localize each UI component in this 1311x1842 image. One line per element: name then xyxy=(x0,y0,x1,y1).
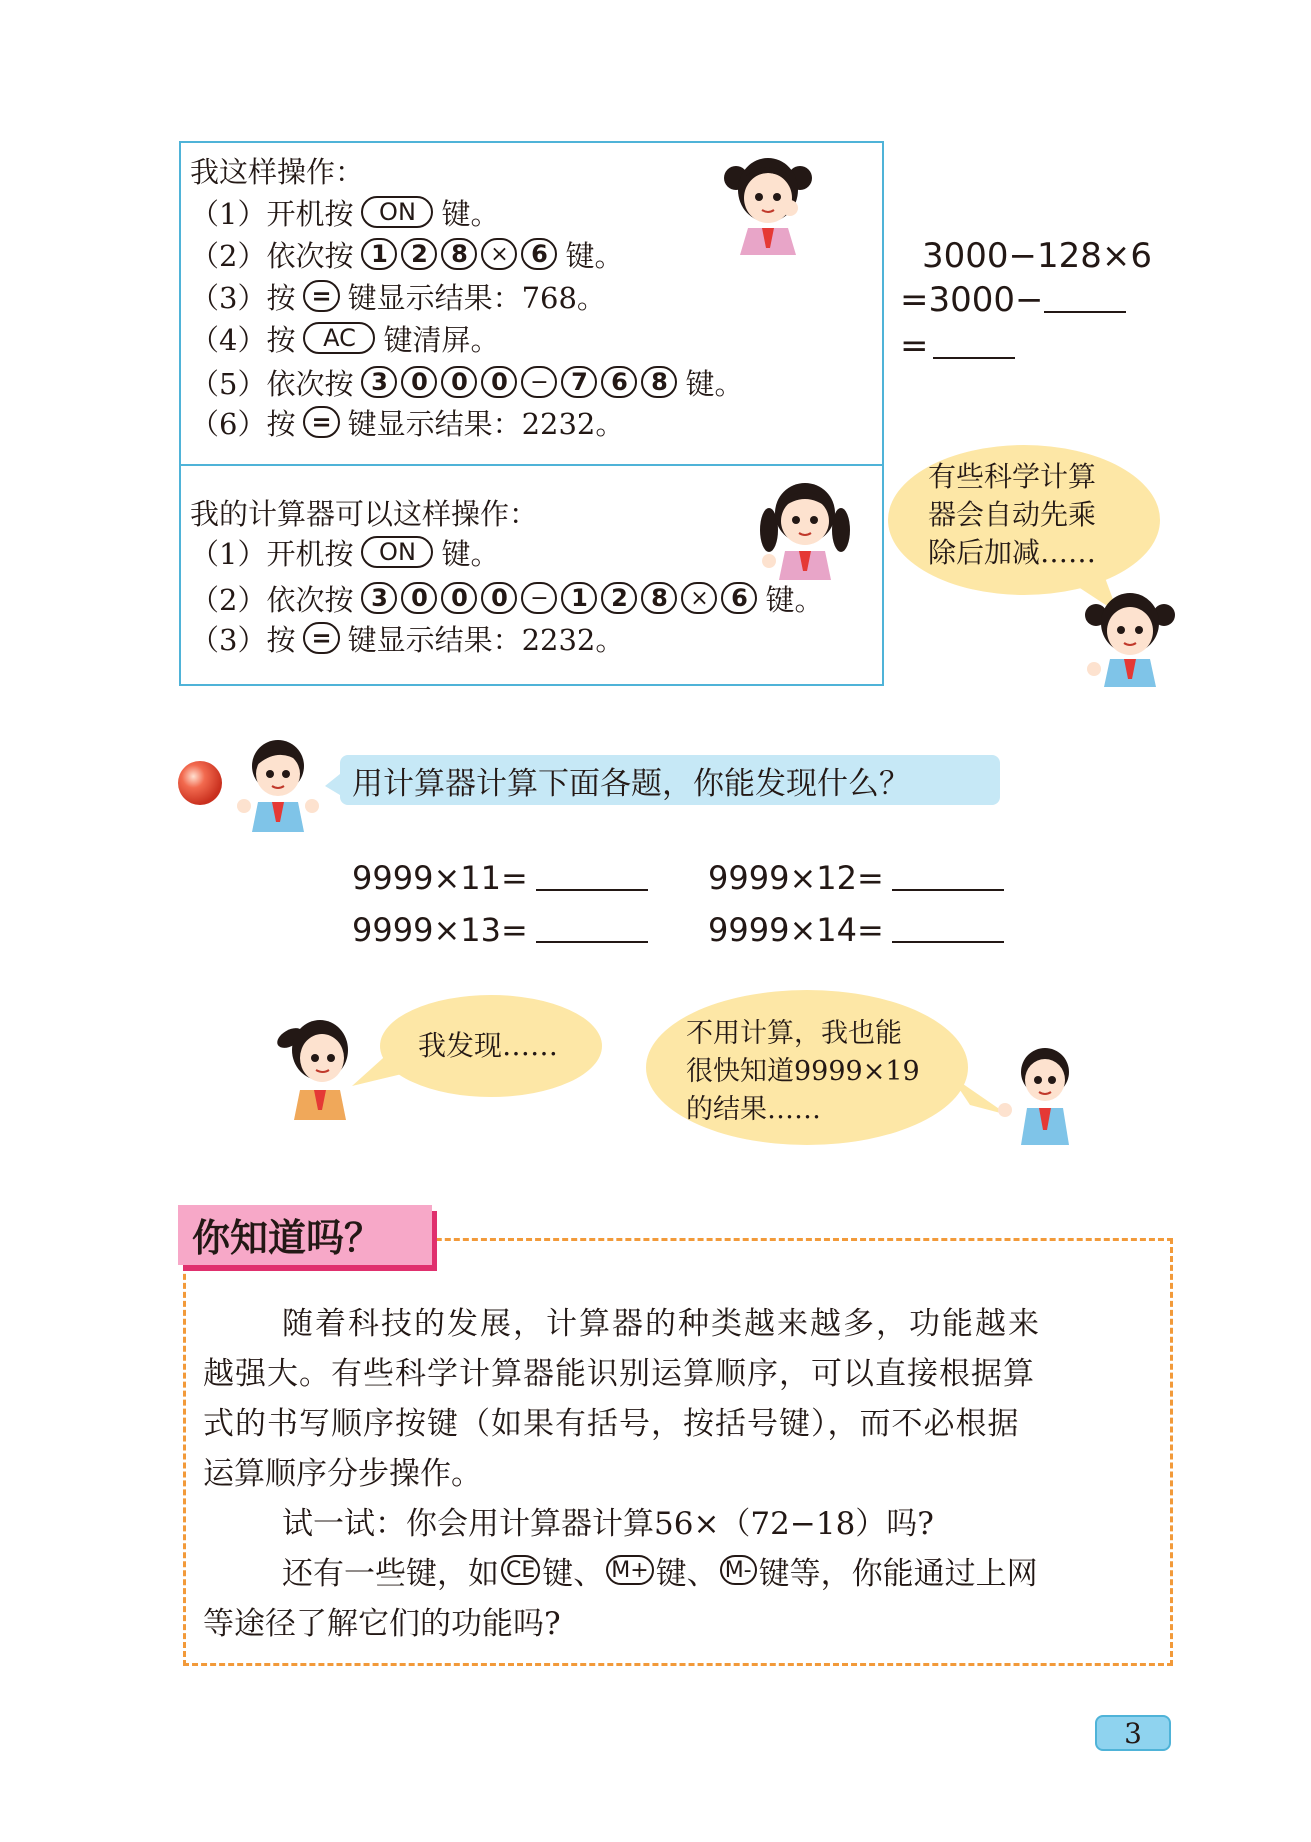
bubble-left-text: 我发现…… xyxy=(418,1029,559,1062)
info-para3-line2: 等途径了解它们的功能吗? xyxy=(203,1605,561,1642)
calculator-key: 7 xyxy=(561,366,597,398)
calculator-key: 0 xyxy=(481,366,517,398)
girl-waving-icon xyxy=(755,475,855,580)
box2-step-1 xyxy=(190,532,499,572)
box1-title: 我这样操作： xyxy=(190,154,365,189)
page-number-box xyxy=(1095,1715,1171,1751)
boy-speaking-icon xyxy=(228,732,328,832)
equation-line-2 xyxy=(900,280,1126,320)
bubble-mid-line-3: 的结果…… xyxy=(686,1094,821,1125)
info-para1-line4: 运算顺序分步操作。 xyxy=(203,1455,482,1492)
calculator-key: 8 xyxy=(641,366,677,398)
step-number: （1） xyxy=(190,536,267,571)
box1-step-3 xyxy=(190,276,606,316)
bubble-right-line-1: 有些科学计算 xyxy=(928,460,1097,493)
bubble-mid-line-1: 不用计算，我也能 xyxy=(686,1018,902,1049)
step-action: 按 xyxy=(266,322,296,357)
step-result: 键。 xyxy=(565,238,624,273)
step-result: 键显示结果：2232。 xyxy=(347,406,625,441)
prompt-tail xyxy=(325,770,345,800)
calculator-key: 0 xyxy=(401,582,437,614)
answer-blank[interactable] xyxy=(892,865,1004,891)
box1-step-1 xyxy=(190,192,499,232)
calculator-key: = xyxy=(303,406,339,438)
exercise-4 xyxy=(708,910,1004,950)
box1-step-2 xyxy=(190,234,623,274)
info-para1-line1: 随着科技的发展，计算器的种类越来越多，功能越来 xyxy=(282,1305,1041,1342)
box1-step-6 xyxy=(190,402,624,442)
ce-key: CE xyxy=(501,1555,540,1585)
exercise-1 xyxy=(352,858,648,898)
exercise-2 xyxy=(708,858,1004,898)
equation-line-3-text: = xyxy=(900,326,929,366)
bubble-right-line-3: 除后加减…… xyxy=(928,536,1097,569)
step-result: 键。 xyxy=(765,582,824,617)
calculator-key: 1 xyxy=(361,238,397,270)
step-action: 按 xyxy=(266,622,296,657)
m-minus-key: M- xyxy=(720,1555,757,1585)
calculator-key: 0 xyxy=(441,366,477,398)
info-para3-text-d: 键等，你能通过上网 xyxy=(758,1555,1038,1592)
step-number: （6） xyxy=(190,406,267,441)
calculator-key: × xyxy=(481,238,517,270)
page-number: 3 xyxy=(1124,1716,1142,1750)
calculator-key: 6 xyxy=(721,582,757,614)
answer-blank[interactable] xyxy=(892,917,1004,943)
answer-blank[interactable] xyxy=(536,865,648,891)
calculator-key: × xyxy=(681,582,717,614)
equation-line-2-text: =3000− xyxy=(900,280,1044,320)
bubble-mid-line-2: 很快知道9999×19 xyxy=(686,1056,920,1087)
calculator-key: − xyxy=(521,582,557,614)
calculator-key: − xyxy=(521,366,557,398)
calculator-key: 0 xyxy=(441,582,477,614)
step-action: 按 xyxy=(266,280,296,315)
calculator-key: AC xyxy=(303,322,375,354)
info-para3-text-b: 键、 xyxy=(542,1555,605,1592)
calculator-key: = xyxy=(303,280,339,312)
info-para3-text-a: 还有一些键，如 xyxy=(282,1555,499,1592)
bubble-tail xyxy=(352,1050,402,1090)
prompt-text: 用计算器计算下面各题，你能发现什么？ xyxy=(352,765,910,802)
step-action: 依次按 xyxy=(266,238,354,273)
calculator-key: 2 xyxy=(401,238,437,270)
step-action: 开机按 xyxy=(266,196,354,231)
step-action: 按 xyxy=(266,406,296,441)
calculator-key: 3 xyxy=(361,366,397,398)
calculator-key: 1 xyxy=(561,582,597,614)
calculator-key: 6 xyxy=(601,366,637,398)
step-number: （1） xyxy=(190,196,267,231)
exercise-expr: 9999×14= xyxy=(708,911,884,949)
info-para1-line3: 式的书写顺序按键（如果有括号，按括号键），而不必根据 xyxy=(203,1405,1020,1442)
step-result: 键。 xyxy=(441,196,500,231)
info-para3-text-c: 键、 xyxy=(655,1555,718,1592)
box2-title: 我的计算器可以这样操作： xyxy=(190,496,539,531)
step-action: 开机按 xyxy=(266,536,354,571)
exercise-3 xyxy=(352,910,648,950)
equation-line-1: 3000−128×6 xyxy=(922,236,1153,276)
calculator-key: 8 xyxy=(641,582,677,614)
boy-waving-icon xyxy=(995,1040,1085,1145)
step-result: 键清屏。 xyxy=(383,322,500,357)
step-number: （2） xyxy=(190,582,267,617)
m-plus-key: M+ xyxy=(606,1555,653,1585)
info-para3-line1 xyxy=(282,1550,1038,1590)
step-result: 键显示结果：2232。 xyxy=(347,622,625,657)
calculator-key: ON xyxy=(361,196,433,228)
equation-line-3 xyxy=(900,326,1015,366)
calculator-key: 0 xyxy=(401,366,437,398)
step-result: 键。 xyxy=(441,536,500,571)
box2-step-2 xyxy=(190,578,823,618)
answer-blank[interactable] xyxy=(536,917,648,943)
red-ball-icon xyxy=(175,758,225,808)
info-title: 你知道吗？ xyxy=(192,1215,383,1260)
info-para2: 试一试：你会用计算器计算56×（72−18）吗? xyxy=(282,1505,934,1542)
step-action: 依次按 xyxy=(266,366,354,401)
step-number: （2） xyxy=(190,238,267,273)
info-para1-line2: 越强大。有些科学计算器能识别运算顺序，可以直接根据算 xyxy=(203,1355,1035,1392)
answer-blank[interactable] xyxy=(1044,287,1126,313)
calculator-key: 3 xyxy=(361,582,397,614)
girl-pigtails-icon xyxy=(1080,585,1180,687)
box1-step-4 xyxy=(190,318,499,358)
step-result: 键。 xyxy=(685,366,744,401)
calculator-key: 6 xyxy=(521,238,557,270)
box1-step-5 xyxy=(190,362,743,402)
exercise-expr: 9999×13= xyxy=(352,911,528,949)
calculator-key: = xyxy=(303,622,339,654)
step-action: 依次按 xyxy=(266,582,354,617)
girl-thinking-icon xyxy=(718,150,818,255)
step-result: 键显示结果：768。 xyxy=(347,280,606,315)
answer-blank[interactable] xyxy=(933,333,1015,359)
step-number: （4） xyxy=(190,322,267,357)
exercise-expr: 9999×11= xyxy=(352,859,528,897)
exercise-expr: 9999×12= xyxy=(708,859,884,897)
box2-step-3 xyxy=(190,618,624,658)
calculator-key: 2 xyxy=(601,582,637,614)
bubble-right-line-2: 器会自动先乘 xyxy=(928,498,1097,531)
step-number: （5） xyxy=(190,366,267,401)
calculator-key: 0 xyxy=(481,582,517,614)
step-number: （3） xyxy=(190,622,267,657)
step-number: （3） xyxy=(190,280,267,315)
calculator-key: 8 xyxy=(441,238,477,270)
calculator-key: ON xyxy=(361,536,433,568)
